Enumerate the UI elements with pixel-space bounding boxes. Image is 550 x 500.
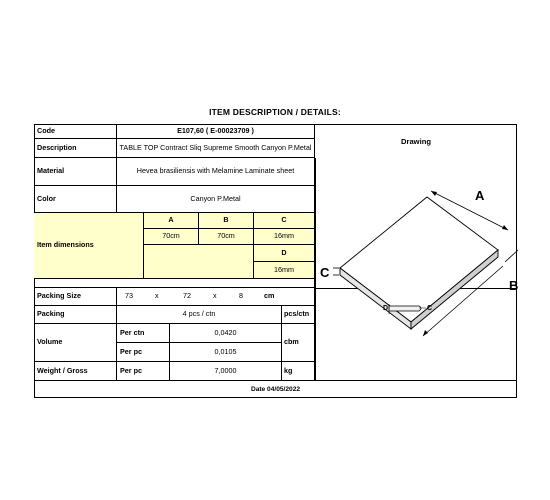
drawing-title: Drawing [401, 136, 431, 146]
dim-c-value: 16mm [254, 229, 315, 245]
packing-size-label: Packing Size [34, 288, 117, 306]
dim-empty-cell [144, 245, 254, 279]
color-label: Color [34, 186, 117, 213]
dimension-a-label: A [475, 188, 485, 203]
volume-per-pc-label: Per pc [117, 343, 170, 362]
edge-profile-shape [389, 306, 421, 311]
description-label: Description [34, 139, 117, 158]
packing-size-unit: cm [264, 291, 275, 301]
dimension-a-arrow-start [431, 191, 437, 196]
volume-per-pc-value: 0,0105 [170, 343, 282, 362]
packing-size-row [117, 288, 315, 306]
item-dimensions-label: Item dimensions [34, 213, 144, 279]
color-value: Canyon P.Metal [117, 186, 315, 213]
spacer-row [34, 279, 315, 288]
weight-per-pc-label: Per pc [117, 362, 170, 381]
date-row: Date 04/05/2022 [250, 385, 301, 393]
dim-d-value: 16mm [254, 262, 315, 279]
material-label: Material [34, 158, 117, 186]
packing-x2: x [213, 291, 217, 301]
weight-unit: kg [282, 362, 315, 381]
packing-value: 4 pcs / ctn [117, 306, 282, 324]
drawing-header-cell [315, 124, 517, 158]
packing-length: 73 [125, 291, 133, 301]
packing-height: 8 [239, 291, 243, 301]
dim-b-header: B [199, 213, 254, 229]
profile-c-label: C [427, 305, 433, 312]
packing-label: Packing [34, 306, 117, 324]
dim-a-header: A [144, 213, 199, 229]
volume-unit: cbm [282, 324, 315, 362]
dimension-b-label: B [509, 278, 519, 293]
dimension-b-line [505, 250, 518, 262]
dim-d-header: D [254, 245, 315, 262]
profile-d-label: D [383, 305, 389, 312]
dim-b-value: 70cm [199, 229, 254, 245]
packing-width: 72 [183, 291, 191, 301]
material-value: Hevea brasiliensis with Melamine Laminate sheet [117, 158, 315, 186]
table-top-drawing [315, 158, 517, 378]
page-heading: ITEM DESCRIPTION / DETAILS: [209, 107, 341, 117]
table-top-surface [340, 197, 498, 322]
item-details-sheet [34, 124, 517, 398]
dimension-a-arrow-end [502, 225, 508, 230]
packing-x1: x [155, 291, 159, 301]
packing-unit: pcs/ctn [282, 306, 315, 324]
dimension-c-label: C [320, 265, 330, 280]
description-value: TABLE TOP Contract Sliq Supreme Smooth Canyon P.Metal [117, 139, 315, 158]
volume-per-ctn-value: 0,0420 [170, 324, 282, 343]
code-value: E107,60 ( E-00023709 ) [117, 124, 315, 139]
code-label: Code [34, 124, 117, 139]
dimension-b-arrow-start [423, 330, 428, 336]
weight-value: 7,0000 [170, 362, 282, 381]
volume-label: Volume [34, 324, 117, 362]
dim-c-header: C [254, 213, 315, 229]
dim-a-value: 70cm [144, 229, 199, 245]
volume-per-ctn-label: Per ctn [117, 324, 170, 343]
weight-label: Weight / Gross [34, 362, 117, 381]
